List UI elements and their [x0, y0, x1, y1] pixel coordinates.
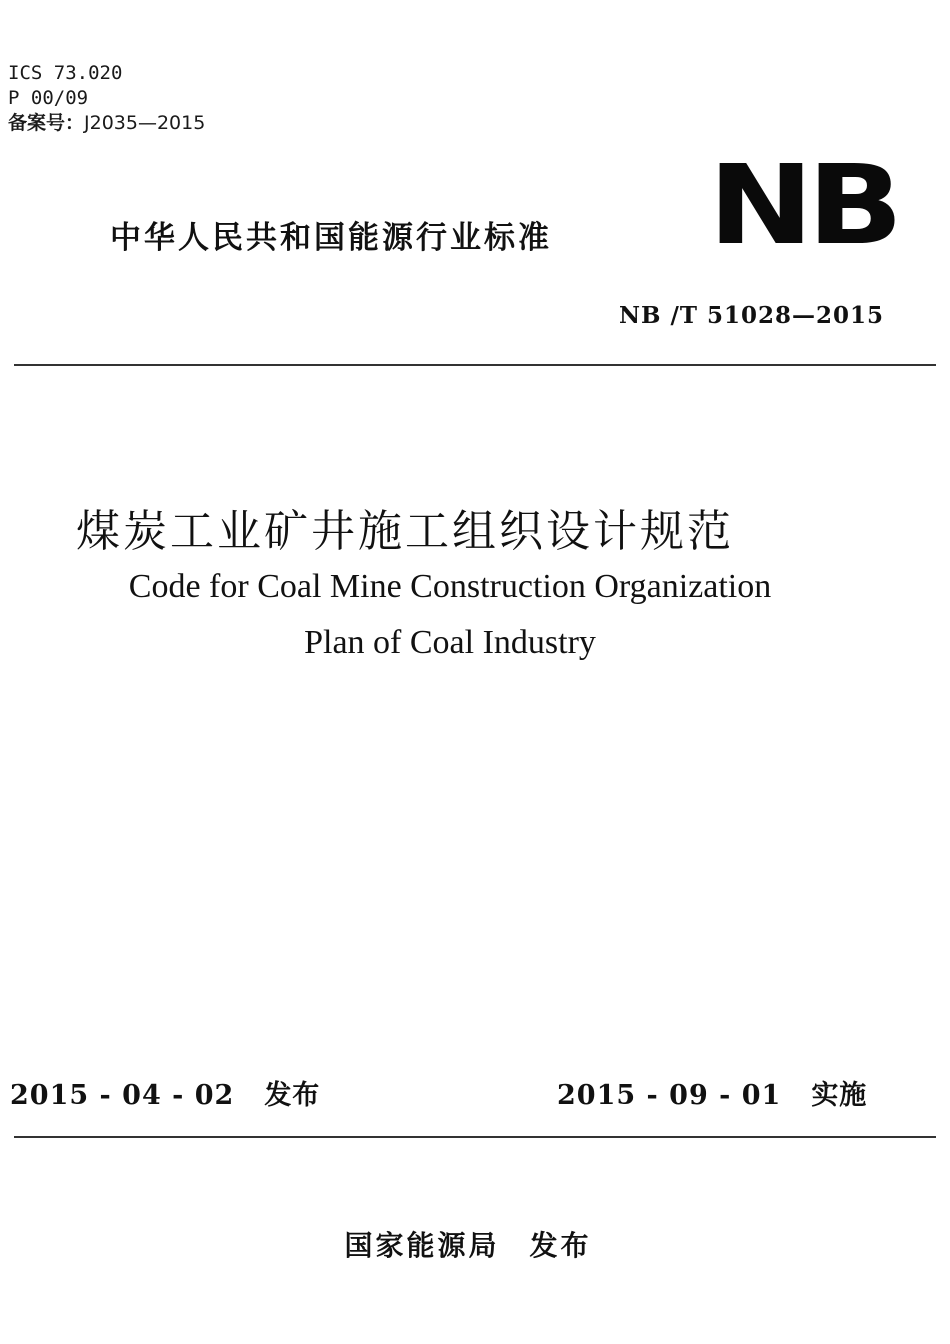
publisher-action: 发布	[529, 1229, 592, 1262]
ics-code: ICS 73.020	[8, 62, 123, 84]
publisher-name: 国家能源局	[344, 1229, 500, 1262]
bottom-divider	[14, 1136, 936, 1138]
filing-number	[8, 111, 205, 135]
effective-date-value: 2015 - 09 - 01	[557, 1080, 782, 1111]
filing-value: J2035—2015	[84, 112, 206, 134]
ccs-code: P 00/09	[8, 87, 89, 109]
effective-label: 实施	[811, 1080, 868, 1111]
issue-date-value: 2015 - 04 - 02	[10, 1080, 235, 1111]
title-english-line-2: Plan of Coal Industry	[304, 624, 596, 661]
issue-date	[10, 1073, 320, 1112]
filing-label: 备案号：	[8, 112, 85, 134]
standard-number: NB /T 51028—2015	[618, 302, 884, 329]
effective-date	[557, 1073, 867, 1112]
issue-label: 发布	[264, 1080, 321, 1111]
nb-logo: NB	[708, 141, 897, 269]
publisher	[0, 1224, 950, 1264]
top-divider	[14, 364, 936, 366]
standard-organization: 中华人民共和国能源行业标准	[110, 220, 552, 256]
title-chinese: 煤炭工业矿井施工组织设计规范	[76, 506, 734, 557]
title-english-line-1: Code for Coal Mine Construction Organization	[128, 568, 772, 605]
